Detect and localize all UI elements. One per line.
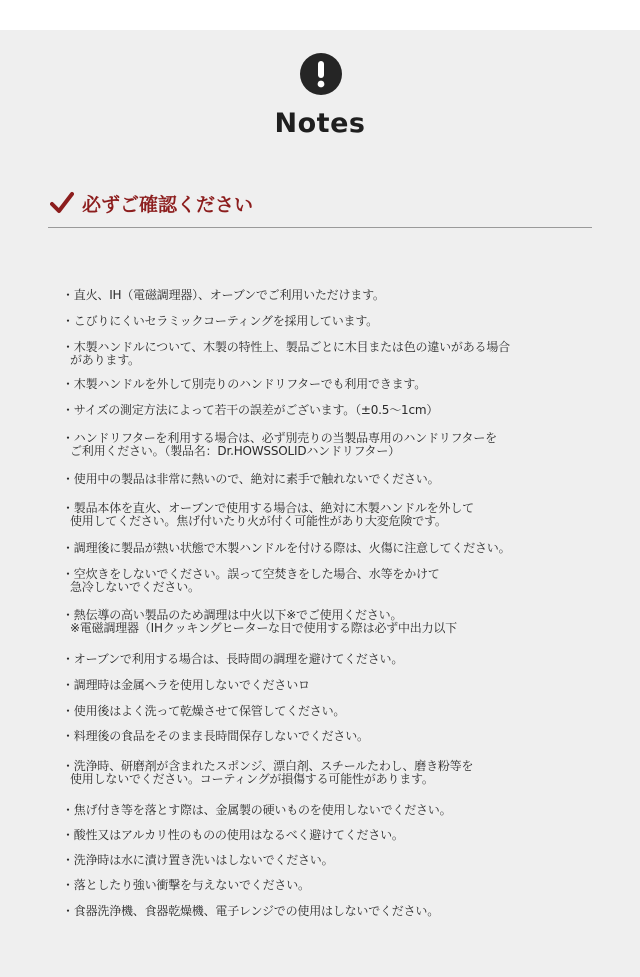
- note-line: ・木製ハンドルを外して別売りのハンドリフターでも利用できます。: [62, 377, 427, 391]
- note-line: ・サイズの測定方法によって若干の誤差がございます。（±0.5～1cm）: [62, 403, 439, 417]
- note-line: があります。: [70, 353, 140, 367]
- note-line: ・木製ハンドルについて、木製の特性上、製品ごとに木目または色の違いがある場合: [62, 340, 510, 354]
- note-line: ・空炊きをしないでください。誤って空焚きをした場合、水等をかけて: [62, 567, 440, 581]
- note-item: [62, 502, 602, 528]
- note-line: ・調理後に製品が熱い状態で木製ハンドルを付ける際は、火傷に注意してください。: [62, 541, 511, 555]
- note-line: ※電磁調理器（IHクッキングヒーターな日で使用する際は必ず中出力以下: [70, 621, 457, 635]
- section-heading: [50, 188, 253, 218]
- note-line: ・熱伝導の高い製品のため調理は中火以下※でご使用ください。: [62, 608, 403, 622]
- divider: [48, 227, 592, 228]
- note-item: [62, 341, 602, 367]
- note-item: [62, 404, 602, 417]
- page-title: Notes: [274, 108, 366, 139]
- note-item: [62, 730, 602, 743]
- note-item: [62, 829, 602, 842]
- exclamation-circle-icon: [299, 52, 343, 96]
- note-line: 使用しないでください。コーティングが損傷する可能性があります。: [70, 772, 434, 786]
- note-line: ・料理後の食品をそのまま長時間保存しないでください。: [62, 729, 369, 743]
- note-line: ・調理時は金属ヘラを使用しないでくださいロ: [62, 678, 310, 692]
- note-line: ・使用後はよく洗って乾燥させて保管してください。: [62, 704, 346, 718]
- note-item: [62, 905, 602, 918]
- note-line: ・オーブンで利用する場合は、長時間の調理を避けてください。: [62, 652, 404, 666]
- note-line: ・ハンドリフターを利用する場合は、必ず別売りの当製品専用のハンドリフターを: [62, 431, 497, 445]
- note-item: [62, 432, 602, 458]
- note-line: ・使用中の製品は非常に熱いので、絶対に素手で触れないでください。: [62, 472, 440, 486]
- note-line: ・焦げ付き等を落とす際は、金属製の硬いものを使用しないでください。: [62, 803, 452, 817]
- checkmark-icon: [50, 191, 74, 215]
- note-item: [62, 542, 602, 555]
- note-line: ご利用ください。（製品名：Dr.HOWSSOLIDハンドリフター）: [70, 444, 400, 458]
- note-line: 使用してください。焦げ付いたり火が付く可能性があり大変危険です。: [70, 514, 447, 528]
- note-line: ・洗浄時、研磨剤が含まれたスポンジ、漂白剤、スチールたわし、磨き粉等を: [62, 759, 474, 773]
- note-item: [62, 315, 602, 328]
- note-item: [62, 854, 602, 867]
- note-line: ・食器洗浄機、食器乾燥機、電子レンジでの使用はしないでください。: [62, 904, 440, 918]
- note-item: [62, 705, 602, 718]
- note-item: [62, 679, 602, 692]
- note-line: ・直火、IH（電磁調理器）、オーブンでご利用いただけます。: [62, 288, 385, 302]
- note-item: [62, 378, 602, 391]
- note-line: ・こびりにくいセラミックコーティングを採用しています。: [62, 314, 378, 328]
- note-item: [62, 289, 602, 302]
- note-item: [62, 804, 602, 817]
- note-item: [62, 760, 602, 786]
- note-line: ・落としたり強い衝撃を与えないでください。: [62, 878, 310, 892]
- note-line: ・酸性又はアルカリ性のものの使用はなるべく避けてください。: [62, 828, 404, 842]
- note-line: ・洗浄時は水に漬け置き洗いはしないでください。: [62, 853, 334, 867]
- note-item: [62, 473, 602, 486]
- note-item: [62, 879, 602, 892]
- section-heading-text: 必ずご確認ください: [82, 193, 254, 216]
- note-item: [62, 568, 602, 594]
- note-line: ・製品本体を直火、オーブンで使用する場合は、絶対に木製ハンドルを外して: [62, 501, 474, 515]
- note-item: [62, 653, 602, 666]
- note-item: [62, 609, 602, 635]
- note-line: 急冷しないでください。: [70, 580, 200, 594]
